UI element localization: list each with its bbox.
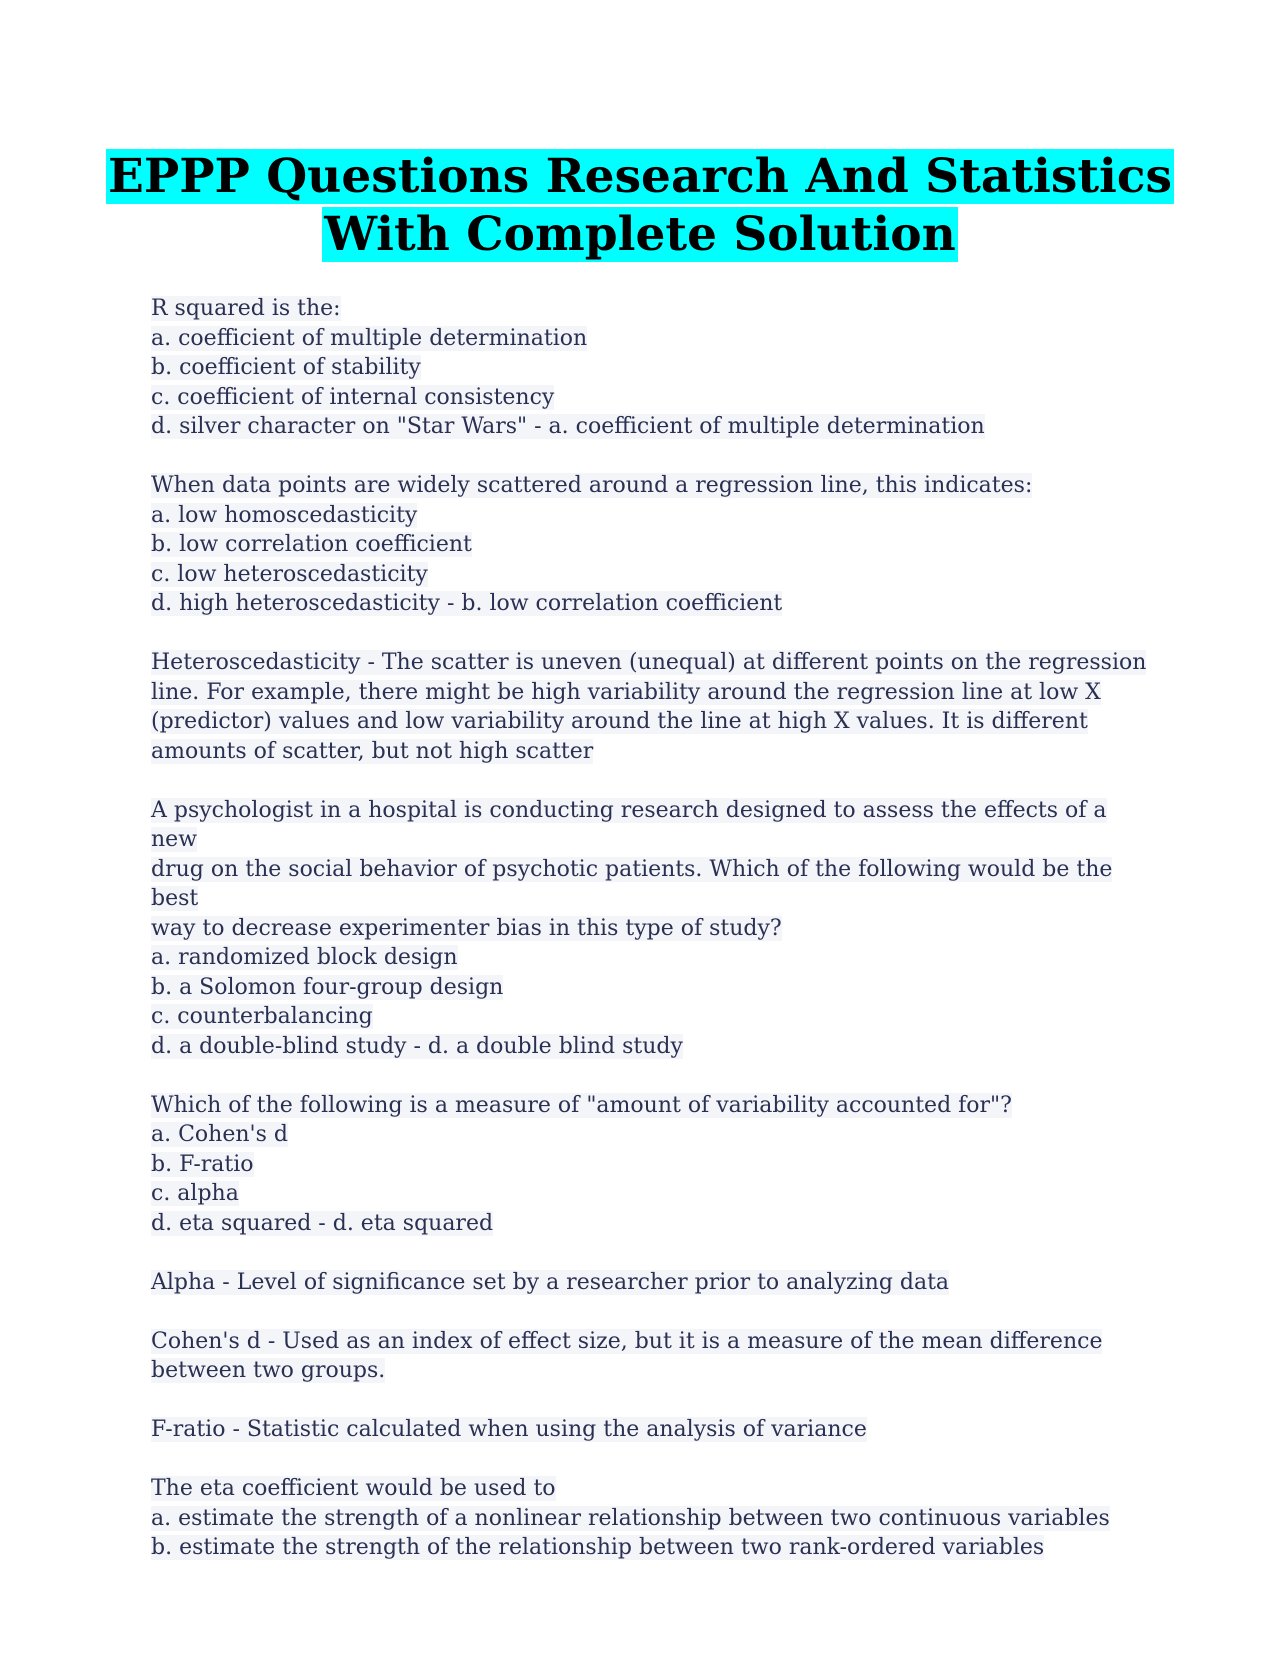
text-line-content: d. eta squared - d. eta squared bbox=[151, 1210, 494, 1236]
title-line-2: With Complete Solution bbox=[324, 207, 956, 262]
text-line bbox=[151, 1268, 1151, 1298]
text-line bbox=[151, 1120, 1151, 1150]
text-line bbox=[151, 294, 1151, 324]
text-line-content: F-ratio - Statistic calculated when using the analysis of variance bbox=[151, 1417, 867, 1442]
text-line-content: R squared is the: bbox=[151, 296, 341, 321]
text-line-content: c. coefficient of internal consistency bbox=[151, 384, 555, 410]
text-block bbox=[151, 1268, 1151, 1298]
text-line bbox=[151, 1002, 1151, 1032]
text-line-content: d. silver character on "Star Wars" - a. coefficient of multiple determination bbox=[151, 414, 985, 439]
text-line bbox=[151, 1474, 1151, 1504]
text-line bbox=[151, 353, 1151, 383]
text-line bbox=[151, 1327, 1151, 1357]
text-line-content: b. F-ratio bbox=[151, 1151, 254, 1177]
text-line-content: Which of the following is a measure of "amount of variability accounted for"? bbox=[151, 1092, 1012, 1118]
text-line bbox=[151, 707, 1151, 737]
text-line bbox=[151, 1179, 1151, 1209]
text-line-content: When data points are widely scattered around a regression line, this indicates: bbox=[151, 473, 1033, 498]
text-line-content: a. randomized block design bbox=[151, 945, 458, 970]
text-block bbox=[151, 1091, 1151, 1239]
text-line bbox=[151, 855, 1151, 914]
text-line bbox=[151, 471, 1151, 501]
text-line bbox=[151, 589, 1151, 619]
text-line bbox=[151, 1091, 1151, 1121]
text-block bbox=[151, 648, 1151, 766]
text-line bbox=[151, 530, 1151, 560]
text-line-content: between two groups. bbox=[151, 1358, 386, 1383]
text-line-content: b. estimate the strength of the relationship between two rank-ordered variables bbox=[151, 1535, 1045, 1560]
text-line bbox=[151, 1356, 1151, 1386]
text-line-content: b. coefficient of stability bbox=[151, 355, 421, 380]
text-line-content: a. estimate the strength of a nonlinear relationship between two continuous variables bbox=[151, 1505, 1110, 1531]
text-line bbox=[151, 914, 1151, 944]
text-block bbox=[151, 1474, 1151, 1563]
text-line-content: A psychologist in a hospital is conducting research designed to assess the effects of a new bbox=[151, 797, 1107, 852]
text-line bbox=[151, 324, 1151, 354]
text-line-content: (predictor) values and low variability around the line at high X values. It is different bbox=[151, 709, 1088, 734]
text-line-content: a. coefficient of multiple determination bbox=[151, 325, 588, 351]
text-line-content: a. low homoscedasticity bbox=[151, 502, 418, 528]
text-line bbox=[151, 737, 1151, 767]
text-line-content: d. high heteroscedasticity - b. low correlation coefficient bbox=[151, 591, 783, 616]
text-block bbox=[151, 1415, 1151, 1445]
text-line bbox=[151, 1032, 1151, 1062]
text-line-content: Alpha - Level of significance set by a researcher prior to analyzing data bbox=[151, 1269, 950, 1295]
text-line bbox=[151, 648, 1151, 678]
text-line bbox=[151, 1150, 1151, 1180]
text-line-content: c. counterbalancing bbox=[151, 1004, 373, 1029]
title-line-1: EPPP Questions Research And Statistics bbox=[108, 149, 1172, 204]
text-line bbox=[151, 501, 1151, 531]
text-line bbox=[151, 560, 1151, 590]
document-body bbox=[151, 294, 1151, 1592]
text-block bbox=[151, 1327, 1151, 1386]
text-line-content: The eta coefficient would be used to bbox=[151, 1476, 556, 1501]
text-block bbox=[151, 471, 1151, 619]
text-line-content: drug on the social behavior of psychotic patients. Which of the following would be the best bbox=[151, 856, 1113, 911]
text-line-content: d. a double-blind study - d. a double blind study bbox=[151, 1033, 683, 1059]
text-line-content: line. For example, there might be high variability around the regression line at low X bbox=[151, 679, 1101, 705]
text-line-content: Heteroscedasticity - The scatter is uneven (unequal) at different points on the regression bbox=[151, 650, 1147, 675]
text-line bbox=[151, 412, 1151, 442]
text-line bbox=[151, 1415, 1151, 1445]
text-line bbox=[151, 1209, 1151, 1239]
text-line bbox=[151, 943, 1151, 973]
text-line-content: c. low heteroscedasticity bbox=[151, 561, 428, 587]
text-line-content: c. alpha bbox=[151, 1181, 239, 1206]
text-line-content: b. low correlation coefficient bbox=[151, 532, 472, 557]
text-line bbox=[151, 678, 1151, 708]
text-line-content: a. Cohen's d bbox=[151, 1122, 288, 1147]
document-title bbox=[0, 148, 1280, 264]
text-block bbox=[151, 294, 1151, 442]
text-line-content: way to decrease experimenter bias in this type of study? bbox=[151, 915, 782, 941]
text-line bbox=[151, 383, 1151, 413]
text-line-content: b. a Solomon four-group design bbox=[151, 974, 504, 1000]
text-line bbox=[151, 1504, 1151, 1534]
text-line bbox=[151, 796, 1151, 855]
text-line-content: Cohen's d - Used as an index of effect size, but it is a measure of the mean difference bbox=[151, 1328, 1103, 1354]
text-line bbox=[151, 973, 1151, 1003]
text-block bbox=[151, 796, 1151, 1062]
text-line-content: amounts of scatter, but not high scatter bbox=[151, 738, 594, 764]
text-line bbox=[151, 1533, 1151, 1563]
